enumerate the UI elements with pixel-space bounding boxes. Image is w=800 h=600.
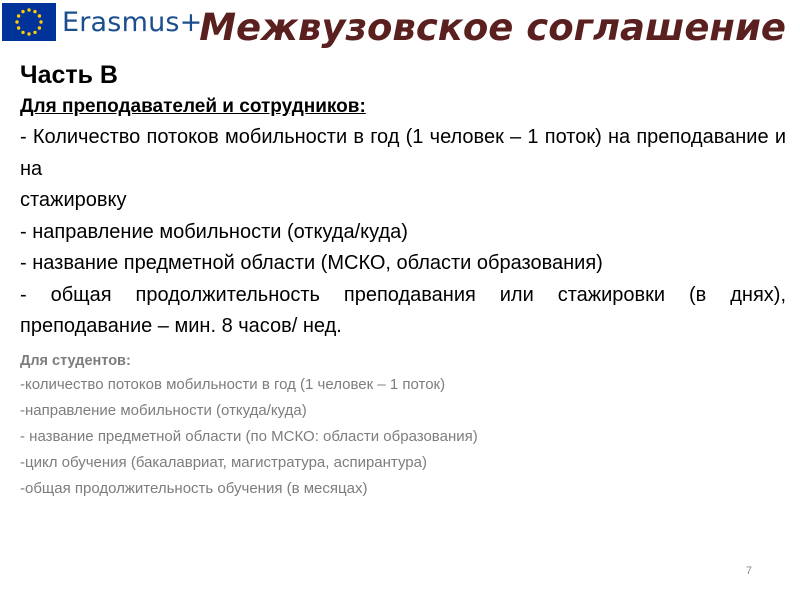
eu-flag-icon: [2, 3, 56, 41]
erasmus-logo: [2, 2, 202, 42]
erasmus-logo-text: Erasmus+: [62, 6, 203, 38]
students-section: [20, 351, 786, 502]
student-item: -количество потоков мобильности в год (1 человек – 1 поток): [20, 375, 446, 393]
part-heading: Часть B: [20, 61, 118, 89]
student-item: - название предметной области (по МСКО: области образования): [20, 427, 478, 445]
staff-heading: Для преподавателей и сотрудников:: [20, 96, 366, 117]
staff-item-subject-area: - название предметной области (МСКО, области образования): [20, 252, 603, 274]
slide-title: Межвузовское соглашение: [199, 6, 786, 49]
staff-item-mobility-count: - Количество потоков мобильности в год (1 человек – 1 поток) на преподавание и на: [20, 126, 786, 180]
student-item: -цикл обучения (бакалавриат, магистратура, аспирантура): [20, 453, 427, 471]
page-number: 7: [745, 565, 752, 577]
student-item: -направление мобильности (откуда/куда): [20, 401, 307, 419]
staff-item-direction: - направление мобильности (откуда/куда): [20, 220, 408, 243]
staff-item-duration: - общая продолжительность преподавания или стажировки (в днях), преподавание – мин. 8 часов/ нед.: [20, 283, 786, 337]
student-item: -общая продолжительность обучения (в месяцах): [20, 479, 368, 497]
staff-item-mobility-count-cont: стажировку: [20, 189, 127, 211]
students-heading: Для студентов:: [20, 352, 131, 369]
slide-content: [20, 58, 786, 502]
